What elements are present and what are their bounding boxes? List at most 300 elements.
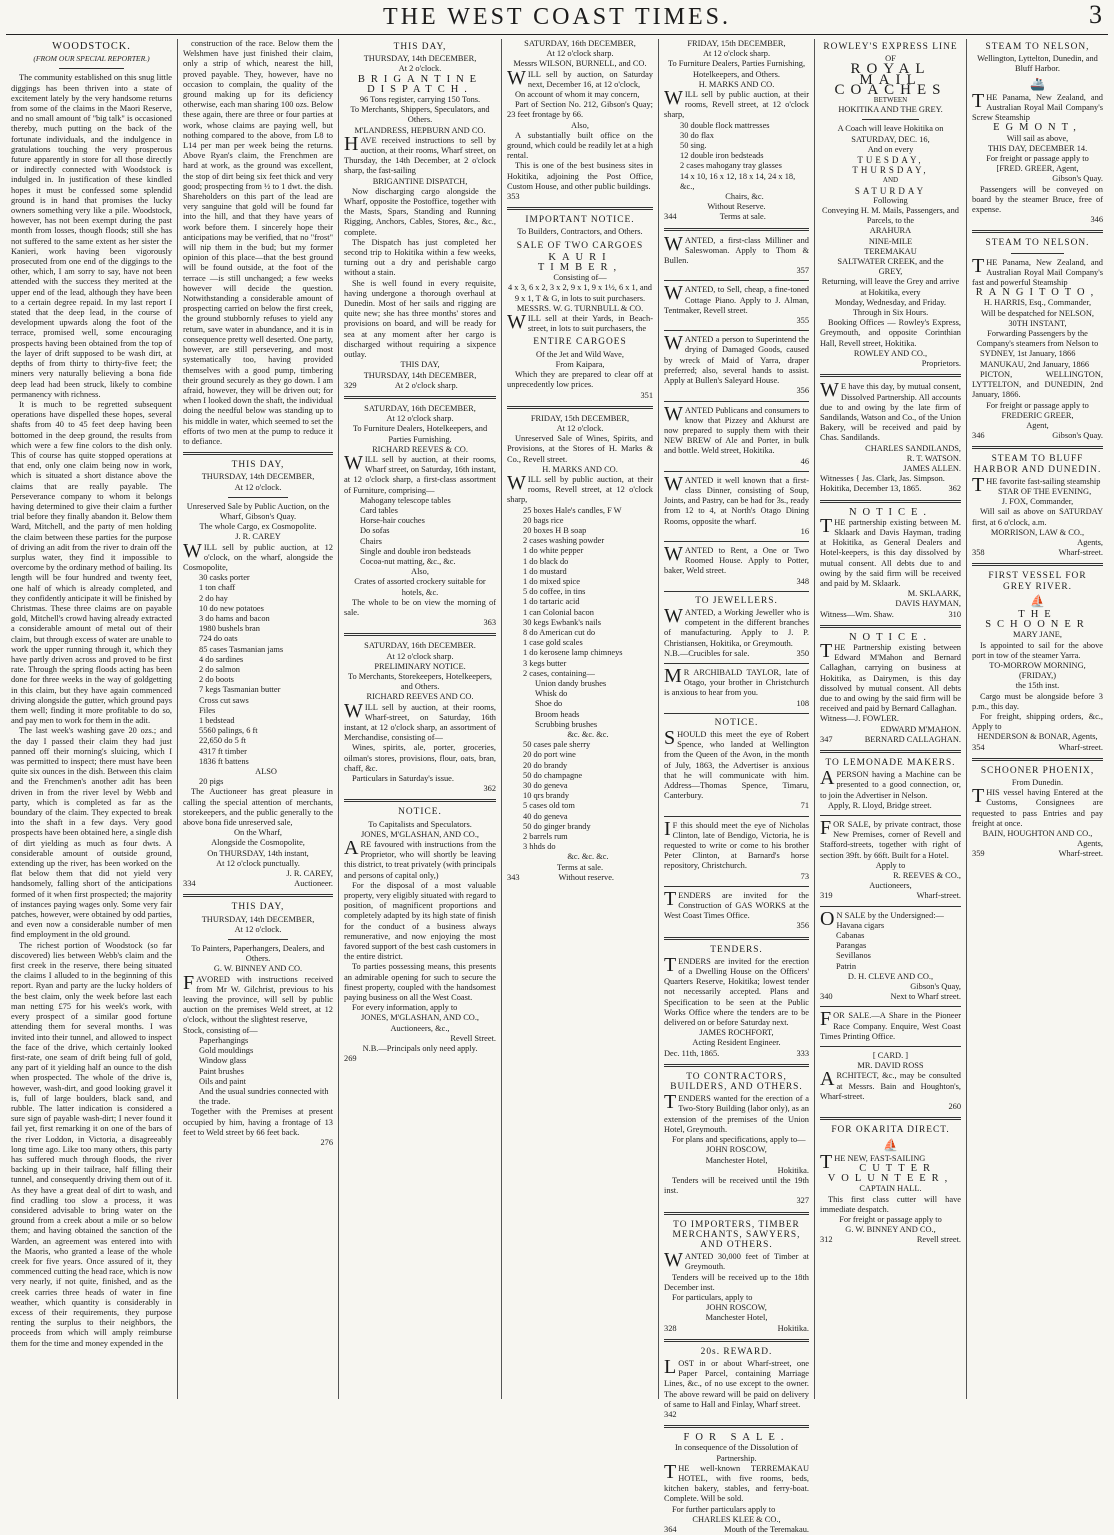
wanted-dinner [664,472,809,537]
column-seven [967,39,1108,1399]
ad-tonnage: 96 Tons register, carrying 150 Tons. [359,95,481,105]
list-item: 5 do coffee, in tins [523,587,586,597]
ad-body: LOST in or about Wharf-street, one Paper Parcel, containing Marriage Lines, &c., of no use except to the owner. The above reward will be paid on delivery of same to Hall and Finlay, Wharf street. [664,1355,809,1409]
ad-date: THURSDAY, 14th DECEMBER, [363,54,477,64]
ad-body: WILL sell by auction, at their rooms, Wharf-street, on Saturday, 16th instant, at 12 o'clock sharp, an assortment of Merchandise, consisting of— [344,699,496,743]
ad-heading: SALE OF TWO CARGOES [516,240,644,251]
ad-body: TENDERS wanted for the erection of a Two-Story Building (labor only), as an extension of the premises of the Union Hotel, Greymouth. [664,1091,809,1134]
column-three [339,39,502,1399]
ad-outro: The whole to be on view the morning of sale. [344,597,496,617]
ad-heading: FOR SALE. [683,1432,790,1444]
list-item: 20 pigs [199,777,224,787]
ad-number: 355 [796,316,809,326]
ad-days: Monday, Wednesday, and Friday. [834,297,947,307]
ad-body: WILL sell by public auction, at their rooms, Revell street, at 12 o'clock sharp, [507,471,653,505]
list-item: 30 kegs Ewbank's nails [523,617,602,627]
ad-auctioneer: H. MARKS AND CO. [698,79,775,89]
divider [820,815,961,816]
ad-role: Proprietors. [921,359,961,369]
list-item: 10 do new potatoes [199,603,264,613]
ad-signature: FREDERIC GREER, [1001,410,1074,420]
ad-body: WANTED, a first-class Milliner and Saleswoman. Apply to Thom & Bullen. [664,232,809,266]
ad-body: WANTED, a Working Jeweller who is competent in the different branches of manufacturing. Apply to J. P. Christiansen, Hokitika, or Greymouth. [664,604,809,648]
ad-place: ARAHURA [869,226,912,236]
ad-steam-nelson-rangitoto [972,238,1103,441]
ad-and: And on every [867,144,914,154]
ad-footer [820,735,961,745]
divider [228,939,288,940]
ad-body: For freight or passage apply to [986,154,1089,164]
ad-time: At 12 o'clock. [556,423,604,433]
ad-outro: Without Reserve. [707,202,766,212]
ad-body: For particulars, apply to [672,1292,753,1302]
ad-ship: STAR OF THE EVENING, [998,486,1092,496]
ad-body: For freight or passage apply to [839,1214,942,1224]
ad-number: 356 [796,386,809,396]
ad-witness: Witness—J. FOWLER. [820,714,899,724]
ad-number: 328 [664,1323,677,1333]
ad-address: Gibson's Quay. [1052,174,1103,184]
ad-body: For plans and specifications, apply to— [672,1135,806,1145]
ad-body: This first class cutter will have immediate despatch. [820,1194,961,1214]
ad-body: WILL sell at their Yards, in Beach-street, in lots to suit purchasers, the [507,311,653,334]
list-item: 30 do geneva [523,781,568,791]
ad-body: Is appointed to sail for the above port in tow of the steamer Yarra. [972,640,1103,660]
item-list [820,921,961,972]
ad-role: Auctioneer. [294,879,333,889]
divider [820,374,961,377]
divider [972,446,1103,449]
ad-footer [820,610,961,620]
ad-body: A substantially built office on the ground, which could be readily let at a high rental. [507,130,653,161]
ad-body: For freight or passage apply to [986,400,1089,410]
ad-signature: MORRISON, LAW & CO., [990,527,1085,537]
divider [664,401,809,402]
divider [228,497,288,498]
column-six [815,39,967,1399]
ad-day: SATURDAY, DEC. 16, [851,134,930,144]
ad-time: At 12 o'clock sharp. [386,414,454,424]
ad-footer [972,548,1103,558]
divider [820,1046,961,1047]
ad-title: THIS DAY, [393,42,447,52]
ad-card: [ CARD. ] [872,1051,909,1061]
ad-time: At 12 o'clock sharp. [546,49,614,59]
ad-body: Of the Jet and Wild Wave, [536,349,624,359]
ad-intro: Unreserved Sale by Public Auction, on the Wharf, Gibson's Quay. [186,501,330,521]
list-item: 1 ton chaff [199,583,236,593]
ad-commander: J. FOX, Commander, [1001,497,1074,507]
divider [664,591,809,592]
list-item: Gold mouldings [199,1046,254,1056]
list-item: 1980 bushels bran [199,624,260,634]
ad-auctioneer: JONES, M'GLASHAN, AND CO., [360,829,480,839]
list-item: Whisk do [535,689,568,699]
ad-to: To Furniture Dealers, Parties Furnishing, Hotelkeepers, and Others. [667,59,806,79]
divider [507,207,653,210]
list-item: Sevillanos [836,951,871,961]
divider [664,886,809,887]
divider [972,563,1103,566]
ad-body: For every information, apply to [352,1003,458,1013]
ad-number: 329 [344,380,357,390]
list-item: 30 casks porter [199,573,250,583]
ad-timber [664,1220,809,1334]
list-item: 1 do black do [523,556,569,566]
ad-body: Unreserved Sale of Wines, Spirits, and Provisions, at the Stores of H. Marks & Co., Revell street. [507,434,653,464]
list-item: 30 double flock mattresses [680,120,770,130]
list-item: 4317 ft timber [199,746,247,756]
list-item: Horse-hair couches [360,516,425,526]
ad-body: SHOULD this meet the eye of Robert Spence, who landed at Wellington from the Queen of the Avon, in the month of July, 1863, the Advertiser is anxious that he will communicate with him. Address—Thomas Spence, Timaru, Canterbury. [664,726,809,801]
ad-name: M. SKLAARK, [907,589,961,599]
divider [344,633,496,636]
ad-apply: Apply to [875,860,906,870]
ad-type: CUTTER [859,1162,937,1174]
ad-number: 312 [820,1235,833,1245]
ad-auctioneer: J. R. CAREY [235,532,281,542]
notice-kauri [507,215,653,400]
ad-number: 351 [640,390,653,400]
ad-role: Mouth of the Teremakau. [724,1525,809,1534]
list-item: 724 do oats [199,634,238,644]
ad-date: THURSDAY, 14th DECEMBER, [363,370,477,380]
ad-role: Agents, [1077,839,1103,849]
ad-body: Passengers will be conveyed on board by the steamer Bruce, free of expense. [972,184,1103,215]
ad-date: THURSDAY, 14th DECEMBER, [201,472,315,482]
page-number: 3 [1089,0,1102,29]
divider [664,228,809,231]
list-item: Files [199,705,216,715]
ad-body: HAVE received instructions to sell by auction, at their rooms, Wharf street, on Thursday, the 14th December, at 2 o'clock sharp, the fast-sailing [344,132,496,176]
divider [862,119,918,120]
ad-body: Tenders will be received until the 19th inst. [664,1175,809,1196]
ad-heading: FOR OKARITA DIRECT. [831,1125,950,1136]
list-item: Cocoa-nut matting, &c., &c. [360,556,456,566]
list-item: 85 cases Tasmanian jams [199,644,284,654]
ad-heading: STEAM TO NELSON, [985,42,1090,52]
list-item: Chairs, &c. [725,192,764,202]
ad-ship: BRIGANTINE DISPATCH, [372,176,468,186]
ad-auctioneer: MESSRS. W. G. TURNBULL & CO. [516,303,644,313]
ad-body: THE Panama, New Zealand, and Australian Royal Mail Company's Screw Steamship [972,89,1103,123]
ad-on-sale-cigars [820,907,961,1003]
ad-hours: Through in Six Hours. [852,308,929,318]
ad-body: MR ARCHIBALD TAYLOR, late of Otago, your brother in Christchurch is anxious to hear from you. [664,664,809,698]
ad-number: 348 [796,576,809,586]
ad-footer [507,873,653,883]
list-item: 5560 palings, 6 ft [199,726,258,736]
divider [820,625,961,628]
ad-name: EDWARD M'MAHON. [880,724,961,734]
divider [664,280,809,281]
list-item: 2 do salmon [199,664,240,674]
ad-when: At 12 o'clock punctually. [216,858,300,868]
ad-witness: Witnesses { Jas. Clark, Jas. Simpson. [820,474,945,484]
ad-day: TUESDAY, THURSDAY, [852,155,929,176]
ad-body: Cargo must be alongside before 3 p.m., this day. [972,691,1103,711]
ad-address: Revell Street. [450,1033,496,1043]
ad-clinton [664,817,809,882]
ad-number: 363 [483,618,496,628]
ad-body: WILL sell by public auction, at their rooms, Revell street, at 12 o'clock sharp, [664,87,809,120]
ad-number: 344 [664,212,677,222]
article-paragraph: It is much to be regretted subsequent operations have dispelled these hopes, several shafts from 40 to 45 feet deep having been bottomed in the deep ground, the results from which were a few fine colors to the dish only. This of course has quite stopped operations at that end, only one claim being now in work, which is situated a short distance above the claims that are really payable. The Perseverance company to whom it belongs having determined to give their claim a further trial before they finally abandon it. Below them Ward, Mitchell, and the party of men holding the claim between these parties for the purpose of driving an adit from the river to drain off the surplus water, they find it impossible to overcome by the ordinary method of bailing. Its length will be four hundred and twenty feet, one half of which is already completed, and they confidently anticipate it will be finished by Christmas. These three claims are on payable gold, Mitchell's crowd having already extracted a considerable amount of metal out of their claim, but through excess of water are unable to work the upper running through it, which they have partly driven across and proved to be first rate. Through the spring floods acting has been done for three weeks in the way of goldgetting in this claim, but they have again commenced driving alongside the gutter, which ground pays them well; finding it more profitable to do so, and pay men to work for them in the adit. [11,399,172,726]
ad-heading: STEAM TO NELSON. [985,238,1090,249]
list-item: 50 sing. [680,141,707,151]
column-two [178,39,339,1399]
ad-outro: Together with the Premises at present occupied by him, having a frontage of 13 feet to Weld street by 66 feet back. [183,1107,333,1137]
ad-body: FOR SALE.—A Share in the Pioneer Race Company. Enquire, West Coast Times Printing Office. [820,1008,961,1041]
ad-auctioneer: M'LANDRESS, HEPBURN AND CO. [354,125,486,135]
ad-body: Conveying H. M. Mails, Passengers, and Parcels, to the [821,206,959,226]
ad-stock: Stock, consisting of— [183,1025,258,1035]
ad-place: TEREMAKAU [864,246,917,256]
ad-also: Also, [411,567,429,577]
ad-role: Agents, [1077,537,1103,547]
ad-body: WILL sell by public auction, at 12 o'clock, on the wharf, alongside the Cosmopolite, [183,539,333,572]
ad-number: 108 [796,698,809,708]
ad-date: TO-MORROW MORNING, (FRIDAY,) [989,660,1086,681]
list-item: 2 cases mahogany tray glasses [680,161,782,171]
ad-notice-sklaark [820,508,961,620]
ad-role: Auctioneers, [869,881,912,891]
ad-body: Will be despatched for NELSON, [981,308,1094,318]
ad-body: WANTED, to Sell, cheap, a fine-toned Cottage Piano. Apply to J. Alman, Tentmaker, Revell street. [664,282,809,315]
ad-name: JAMES ALLEN. [903,463,961,473]
ad-day: SATURDAY [854,185,927,196]
ad-signature: JOHN ROSCOW, [706,1303,767,1313]
ad-title: THIS DAY, [231,902,285,913]
ad-footer [664,212,809,222]
wanted-piano [664,282,809,326]
ad-signature: D. H. CLEVE AND CO., [847,971,934,981]
list-item: 50 do ginger brandy [523,821,591,831]
ad-signature: BAIN, HOUGHTON AND CO., [982,829,1093,839]
ad-from: From Dunedin. [1011,778,1064,787]
list-item: Single and double iron bedsteads [360,546,471,556]
ad-also: Also, [571,120,589,130]
ad-role: Manchester Hotel, [705,1155,768,1165]
divider [664,1064,809,1067]
list-item: And the usual sundries connected with the trade. [199,1086,329,1107]
wanted-milliner [664,232,809,277]
ad-body: THIS vessel having Entered at the Customs, Consignees are requested to pass Entries and pay freight at once. [972,785,1103,828]
ad-auctioneer: H. MARKS AND CO. [542,464,618,474]
ship-icon: ⛵ [883,1137,898,1152]
ad-body: THE NEW, FAST-SAILING [820,1150,926,1173]
list-item: Broom heads [535,709,580,719]
divider [664,713,809,714]
article-paragraph: The richest portion of Woodstock (so far discovered) lies between Webb's claim and the first creek in the reserve, there being situated the claims I alluded to in the beginning of this report. Ryan and party are the lucky holders of the best claim, only the week before last each man netting £75 for his week's work, with every prospect of a similar good fortune attending them for several months. I was invited into their tunnel, and allowed to inspect the face of the drive, which certainly looked first-rate, one seam of drift being full of gold, any part of it yielding half an ounce to the dish when prospected. The whole of the drive is, however, wash-dirt, and good looking gravel it is, full of large boulders, black sand, and rubble. The latter indication is considered a sure sign of payable wash-dirt; I never found it fail yet, first remarking it on one of the bars of the river Loddon, in Victoria, a disagreeably long time ago. Like too many others, this party has suffered much through floods, the river backing up in their tailrace, half filling their tunnel, and consequently driving them out of it. As they have a great deal of dirt to wash, and find cradling too slow a process, it was considered advisable to bring water on the ground from a creek about a mile or so below them; and having obtained the sanction of the Warden, an agreement was entered into with the Maoris, who granted a lease of the whole creek for five years. Once assured of it, they commenced cutting the head race, which is now very nearly, if not quite, finished, and as the creek carries three heads of water in fine weather, which quantity is considerably in excess of their requirements, they purpose renting the surplus to their neighbors, the proceeds from which will amply reimburse them for the time and money expended in the [11,940,172,1348]
auction-ad-marks-furniture [664,39,809,223]
list-item: 12 double iron bedsteads [680,151,764,161]
schooner-icon: ⛵ [1030,593,1045,608]
ad-number: 364 [664,1525,677,1534]
list-item: 20 do brandy [523,760,568,770]
ad-body: THE well-known TERREMAKAU HOTEL, with five rooms, beds, kitchen bakery, stables, and ferry-boat. Complete. Will be sold. [664,1460,809,1504]
auction-ad-marks-wines [507,414,653,883]
ad-outro: Particulars in Saturday's issue. [352,774,454,784]
ad-card-ross [820,1051,961,1112]
ad-body: THE partnership existing between M. Sklaark and Davis Hayman, trading at Hokitika, as General Dealers and Hotel-keepers, is this day dissolved by mutual consent. All debts due to and owing by the said firm will be received and paid by M. Sklaark. [820,514,961,588]
ad-body: Apply, R. Lloyd, Bridge street. [828,800,932,810]
ad-gas-works [664,887,809,932]
ad-time: At 2 o'clock sharp. [394,380,458,390]
divider [664,1425,809,1428]
list-item: 1 bedstead [199,716,235,725]
list-item: 1 can Colonial bacon [523,607,594,617]
ad-heading: NOTICE. [848,631,933,643]
column-five [659,39,815,1534]
ad-of: OF [885,54,896,64]
list-item: 5 cases old tom [523,801,575,811]
ad-ship: VOLUNTEER, [827,1173,954,1185]
ad-body: Part of Section No. 212, Gibson's Quay; 23 feet frontage by 66. [507,100,653,120]
ad-body: For further particulars apply to [672,1504,776,1514]
ad-signature: G. W. BINNEY AND CO., [845,1225,936,1235]
ad-cargo: The whole Cargo, ex Cosmopolite. [199,522,317,532]
divider [183,894,333,897]
ad-number: 343 [507,872,520,882]
ad-number: 362 [948,484,961,494]
ad-auctioneer: Messrs WILSON, BURNELL, and CO. [513,59,647,69]
ad-notice-spence [664,718,809,812]
list-item: &c. &c. &c. [567,852,609,862]
list-item: 50 cases pale sherry [523,740,591,750]
ad-name: BERNARD CALLAGHAN. [864,734,961,744]
ad-role: Agent, [1026,420,1049,430]
ad-footer [344,381,496,391]
divider [972,230,1103,233]
ad-address: Revell street. [916,1235,961,1245]
divider [664,471,809,472]
ad-address: Hokitika. [777,1165,809,1175]
list-item: Parangas [836,941,867,951]
ad-footer [664,1049,809,1059]
list-item: 1 do white pepper [523,546,584,556]
ad-number: 347 [820,734,833,744]
ad-for-sale-premises [820,817,961,902]
column-woodstock [6,39,178,1399]
list-item: Havana cigars [836,920,885,930]
ad-to: To Furniture Dealers, Hotelkeepers, and Parties Furnishing. [352,424,488,444]
ad-address: Gibson's Quay. [1052,431,1103,441]
divider [664,541,809,542]
list-item: 1 do mixed spice [523,576,580,586]
list-item: 50 do champagne [523,770,583,780]
divider [1011,253,1063,254]
list-item: 3 do hams and bacon [199,613,270,623]
ad-body: WANTED to Rent, a One or Two Roomed House. Apply to Potter, baker, Weld street. [664,542,809,576]
list-item: 20 do port wine [523,750,576,760]
ad-to: To Merchants, Shippers, Speculators, and Others. [350,105,490,125]
ad-and: AND [882,176,899,185]
ad-body: ON SALE by the Undersigned:— [820,907,944,930]
divider [664,663,809,664]
ad-address: Wharf-street. [1058,548,1103,558]
ad-body: WILL sell by auction, on Saturday next, December 16, at 12 o'clock, [507,66,653,89]
ad-address: Wharf-street. [1058,742,1103,752]
ad-date: SATURDAY, 16th DECEMBER, [364,403,476,413]
ad-body: To parties possessing means, this presents an admirable opening for such to secure the finest property, coupled with the handsomest paying business on all the West Coast. [344,962,496,1003]
divider [972,758,1103,761]
ad-tenders [664,945,809,1059]
steamship-icon: 🚢 [1030,76,1045,91]
ad-signature: HENDERSON & BONAR, Agents, [977,732,1098,742]
ad-number: 276 [320,1137,333,1147]
list-item: 25 boxes Hale's candles, F W [523,505,622,515]
ad-footer [820,891,961,901]
ad-body: The Dispatch has just completed her second trip to Hokitika within a few weeks, turning out a dry and perishable cargo without a stain. [344,237,496,278]
list-item: 7 kegs Tasmanian butter [199,685,281,695]
list-item: 40 do geneva [523,811,568,821]
ad-footer [820,1235,961,1245]
ad-number: 362 [483,784,496,794]
ad-body: Forwarding Passengers by the Company's steamers from Nelson to [976,329,1099,349]
wanted-publicans [664,402,809,467]
ad-number: 356 [796,921,809,931]
list-item: Do sofas [360,526,390,536]
ad-number: 73 [800,871,809,881]
ad-date: FRIDAY, 15th DECEMBER, [530,413,630,423]
list-item: Paperhangings [199,1035,249,1045]
ad-address: Wharf-street. [1058,849,1103,859]
ad-date: Hokitika, December 13, 1865. [820,484,922,494]
ad-time: At 2 o'clock. [398,64,442,74]
auction-ad-binney [183,902,333,1148]
list-item: 20 boxes H B soap [523,525,587,535]
auction-ad-furniture [344,404,496,628]
ad-body: APERSON having a Machine can be presented to a good connection, or, to join the Advertiser in Nelson. [820,767,961,800]
ad-time: At 12 o'clock sharp. [702,49,771,59]
ad-number: 269 [344,1054,357,1064]
ad-body: THE Panama, New Zealand, and Australian Royal Mail Company's fast and powerful Steamship [972,254,1103,288]
ad-jewellers [664,596,809,659]
ad-number: 16 [800,526,809,536]
ad-body: On account of whom it may concern, [515,90,640,100]
ad-footer [183,879,333,889]
ad-date: THURSDAY, 14th DECEMBER, [201,914,315,924]
ad-body: This is one of the best business sites in Hokitika, adjoining the Post Office, Custom House, and other public buildings. [507,161,653,191]
ad-body: WE have this day, by mutual consent, Dissolved Partnership. All accounts due to and owing by the late firm of Sandilands, Watson and Co., of the Union Bakery, will be received and paid by Chas. Sandilands. [820,379,961,443]
article-paragraph: The last week's washing gave 20 ozs.; and the day I passed their claim they had just panned off their morning's sluicing, which I was permitted to inspect; there must have been quite six ounces in the dish. Between this claim and the Frenchmen's another adit has been driven in from the river level by Webb and party, which is completed as far as the boundary of the claim. They expected to break into the shaft in a few days. Very good prospects have been obtained here, a single dish of dirt yielding as much as four dwts. A considerable amount of outside ground, extending up the river, has been worked on the flat below them that did not yield very handsomely, falling short of the anticipations formed of it when first prospected; the majority of instances paying wages only. Some very fair patches, however, were obtained by odd parties, and even now a considerable number of men find employment in the old ground. [11,726,172,940]
divider [183,452,333,455]
ad-heading: BRIGANTINE DISPATCH. [357,73,483,95]
list-item: Cross cut saws [199,695,249,705]
ad-outro: Without reserve. [558,872,615,882]
ad-number: 358 [972,548,985,558]
ad-number: 46 [800,456,809,466]
ad-signature: CHARLES KLEE & CO., [692,1514,781,1524]
ad-number: 310 [948,609,961,619]
ad-signature: ROWLEY AND CO., [853,348,928,358]
ad-number: 340 [820,992,833,1002]
ad-footer [972,431,1103,441]
list-item: 3 kegs butter [523,658,567,668]
ad-signature: J. R. CAREY, [286,869,333,879]
ad-name: CHARLES SANDILANDS, [865,443,961,453]
ad-destination: PICTON, WELLINGTON, LYTTELTON, and DUNEDIN, 2nd January, 1866. [972,369,1103,400]
list-item: ALSO [255,767,277,777]
ad-auctioneer: G. W. BINNEY AND CO. [213,964,303,974]
ad-heading: KAURI TIMBER, [537,251,623,274]
ad-to: To Builders, Contractors, and Others. [517,227,643,237]
wanted-rent [664,542,809,587]
ad-intro: In consequence of the Dissolution of Partnership. [674,1443,799,1463]
ad-date: 30TH INSTANT, [1008,318,1067,328]
ad-signature: R. REEVES & CO., [893,871,961,881]
